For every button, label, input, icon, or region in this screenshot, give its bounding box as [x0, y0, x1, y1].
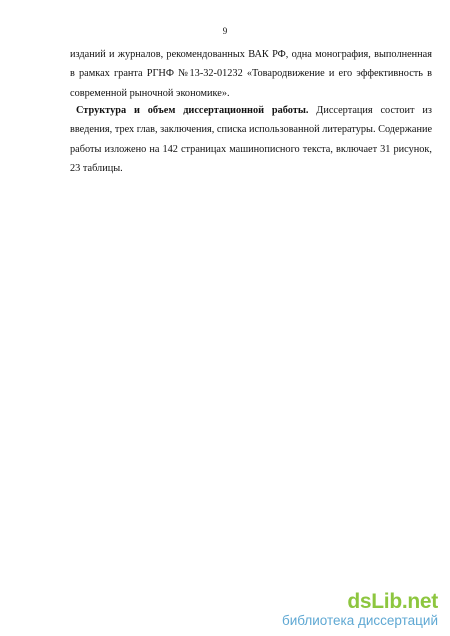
section-heading: Структура и объем диссертационной работы. — [76, 105, 309, 116]
text-line: в рамках гранта РГНФ №13-32-01232 «Товародвижение и его эффективность в — [70, 68, 432, 80]
paragraph-structure — [70, 101, 432, 179]
site-logo — [282, 591, 438, 613]
text-line: современной рыночной экономике». — [70, 87, 230, 99]
logo-part: Lib — [371, 590, 402, 613]
logo-part: .net — [401, 590, 438, 613]
site-tagline: библиотека диссертаций — [281, 613, 438, 628]
logo-part: ds — [347, 590, 372, 613]
text-line: 23 таблицы. — [70, 163, 123, 175]
text-fragment: Диссертация состоит из — [308, 105, 432, 116]
text-line: введения, трех глав, заключения, списка использованной литературы. Содержание — [70, 124, 433, 136]
text-line: изданий и журналов, рекомендованных ВАК РФ, одна монография, выполненная — [70, 49, 432, 60]
text-line: работы изложено на 142 страницах машинописного текста, включает 31 рисунок, — [70, 143, 432, 155]
paragraph-publications — [70, 45, 432, 103]
text-line — [70, 101, 432, 120]
site-watermark — [282, 591, 438, 628]
page-number: 9 — [222, 26, 228, 36]
